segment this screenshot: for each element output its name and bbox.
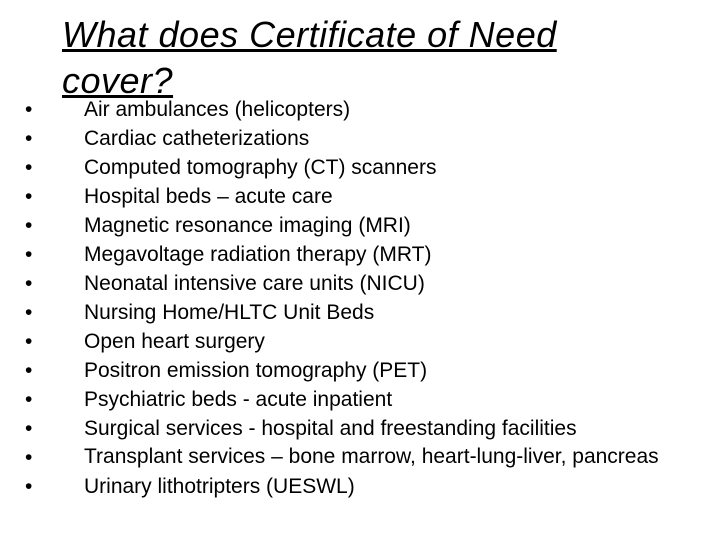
bullet-list	[24, 95, 684, 501]
list-item	[24, 298, 684, 327]
list-item-text: Hospital beds – acute care	[84, 185, 333, 208]
list-item	[24, 414, 684, 443]
bullet-icon: •	[25, 330, 33, 353]
list-item-text: Computed tomography (CT) scanners	[84, 156, 437, 179]
slide-title: What does Certificate of Need cover?	[62, 14, 557, 101]
bullet-icon: •	[25, 185, 33, 208]
list-item	[24, 124, 684, 153]
bullet-icon: •	[25, 214, 33, 237]
list-item-text: Nursing Home/HLTC Unit Beds	[84, 301, 375, 324]
bullet-icon: •	[25, 98, 33, 121]
bullet-icon: •	[25, 243, 33, 266]
bullet-icon: •	[25, 446, 33, 469]
list-item-text: Surgical services - hospital and freestanding facilities	[84, 417, 577, 440]
list-item-text: Magnetic resonance imaging (MRI)	[84, 214, 411, 237]
list-item-text: Psychiatric beds - acute inpatient	[84, 388, 393, 411]
bullet-icon: •	[25, 301, 33, 324]
list-item	[24, 443, 684, 472]
bullet-icon: •	[25, 359, 33, 382]
list-item-text: Urinary lithotripters (UESWL)	[84, 475, 355, 498]
list-item-text: Positron emission tomography (PET)	[84, 359, 428, 382]
list-item	[24, 95, 684, 124]
bullet-icon: •	[25, 272, 33, 295]
bullet-icon: •	[25, 127, 33, 150]
list-item-text: Transplant services – bone marrow, heart-lung-liver, pancreas	[84, 445, 659, 468]
list-item	[24, 153, 684, 182]
list-item	[24, 327, 684, 356]
bullet-icon: •	[25, 156, 33, 179]
list-item-text: Cardiac catheterizations	[84, 127, 310, 150]
list-item	[24, 240, 684, 269]
list-item	[24, 472, 684, 501]
list-item	[24, 211, 684, 240]
list-item	[24, 269, 684, 298]
list-item	[24, 356, 684, 385]
list-item	[24, 182, 684, 211]
list-item	[24, 385, 684, 414]
bullet-icon: •	[25, 388, 33, 411]
list-item-text: Open heart surgery	[84, 330, 265, 353]
list-item-text: Neonatal intensive care units (NICU)	[84, 272, 425, 295]
list-item-text: Megavoltage radiation therapy (MRT)	[84, 243, 432, 266]
bullet-icon: •	[25, 417, 33, 440]
list-item-text: Air ambulances (helicopters)	[84, 98, 351, 121]
bullet-icon: •	[25, 475, 33, 498]
